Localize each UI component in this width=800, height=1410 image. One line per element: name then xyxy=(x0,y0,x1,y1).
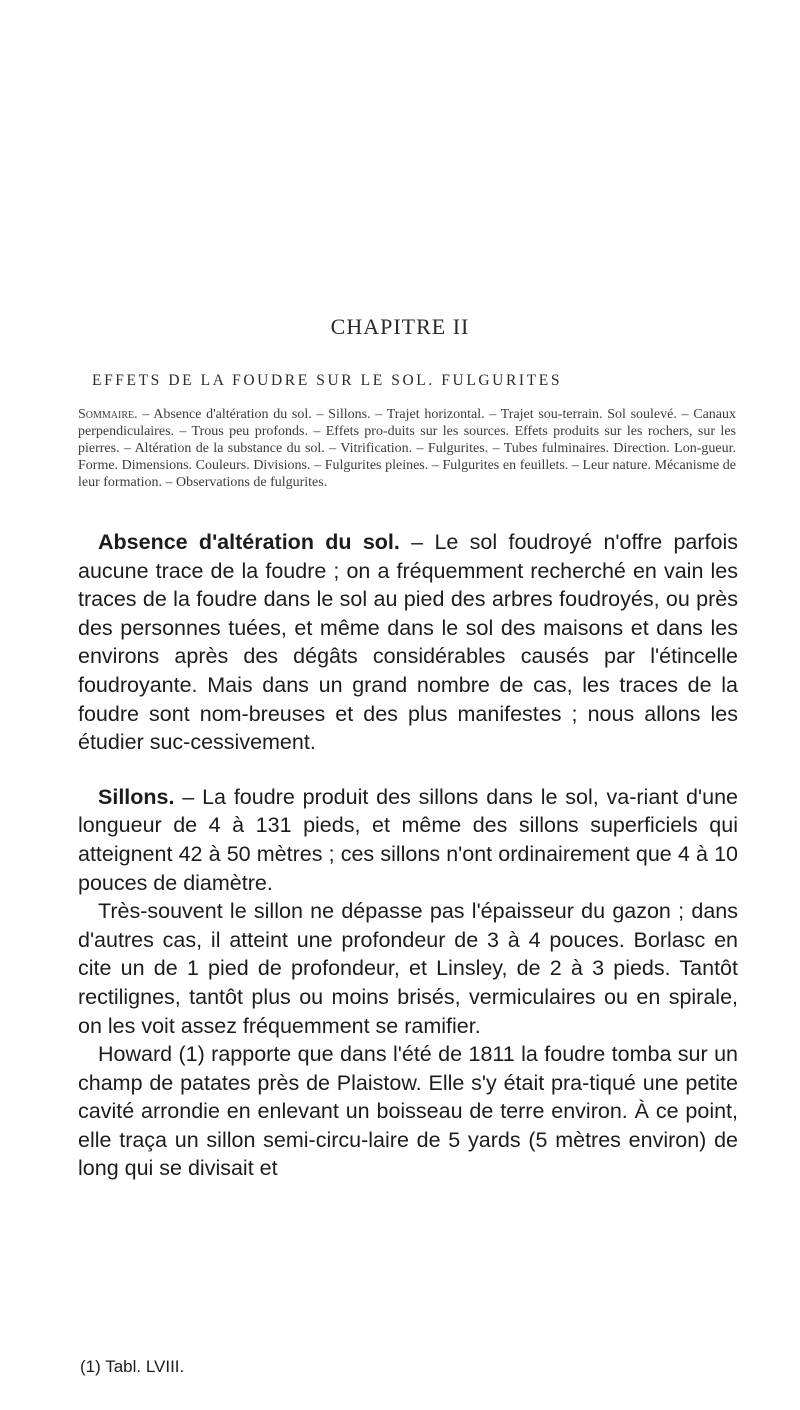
summary-text: – Absence d'altération du sol. – Sillons. – Trajet horizontal. – Trajet sou-terrain. Sol soulevé. – Canaux perpendiculaires. – Trous peu profonds. – Effets pro-duits sur les sources. Effets produits sur les rochers, sur les pierres. – Altération de la substance du sol. – Vitrification. – Fulgurites. – Tubes fulminaires. Direction. Lon-gueur. Forme. Dimensions. Couleurs. Divisions. – Fulgurites pleines. – Fulgurites en feuillets. – Leur nature. Mécanisme de leur formation. – Observations de fulgurites. xyxy=(78,407,736,490)
paragraph-text: – Le sol foudroyé n'offre parfois aucune trace de la foudre ; on a fréquemment recherché en vain les traces de la foudre dans le sol au pied des arbres foudroyés, ou près des personnes tuées, et même dans le sol des maisons et dans les environs après des dégâts considérables causés par l'étincelle foudroyante. Mais dans un grand nombre de cas, les traces de la foudre sont nom-breuses et des plus manifestes ; nous allons les étudier suc-cessivement. xyxy=(78,530,738,755)
body-text xyxy=(78,528,738,1183)
section-heading-absence: Absence d'altération du sol. xyxy=(98,530,400,554)
paragraph-howard: Howard (1) rapporte que dans l'été de 1811 la foudre tomba sur un champ de patates près de Plaistow. Elle s'y était pra-tiqué une petite cavité arrondie en enlevant un boisseau de terre environ. À ce point, elle traça un sillon semi-circu-laire de 5 yards (5 mètres environ) de long qui se divisait et xyxy=(78,1042,738,1181)
paragraph-sillons xyxy=(78,783,738,897)
paragraph-text: – La foudre produit des sillons dans le sol, va-riant d'une longueur de 4 à 131 pieds, et même des sillons superficiels qui atteignent 42 à 50 mètres ; ces sillons n'ont ordinairement que 4 à 10 pouces de diamètre. xyxy=(78,784,738,895)
paragraph-absence xyxy=(78,528,738,757)
footnote: (1) Tabl. LVIII. xyxy=(80,1357,185,1376)
summary-lead: Sommaire. xyxy=(78,407,138,422)
chapter-subtitle: EFFETS DE LA FOUDRE SUR LE SOL. FULGURITES xyxy=(92,372,563,389)
paragraph-sillon-depth: Très-souvent le sillon ne dépasse pas l'épaisseur du gazon ; dans d'autres cas, il atteint une profondeur de 3 à 4 pouces. Borlasc en cite un de 1 pied de profondeur, et Linsley, de 2 à 3 pieds. Tantôt rectilignes, tantôt plus ou moins brisés, vermiculaires ou en spirale, on les voit assez fréquemment se ramifier. xyxy=(78,899,738,1038)
chapter-title: CHAPITRE II xyxy=(330,314,470,339)
chapter-summary xyxy=(78,406,736,491)
section-heading-sillons: Sillons. xyxy=(98,784,175,809)
